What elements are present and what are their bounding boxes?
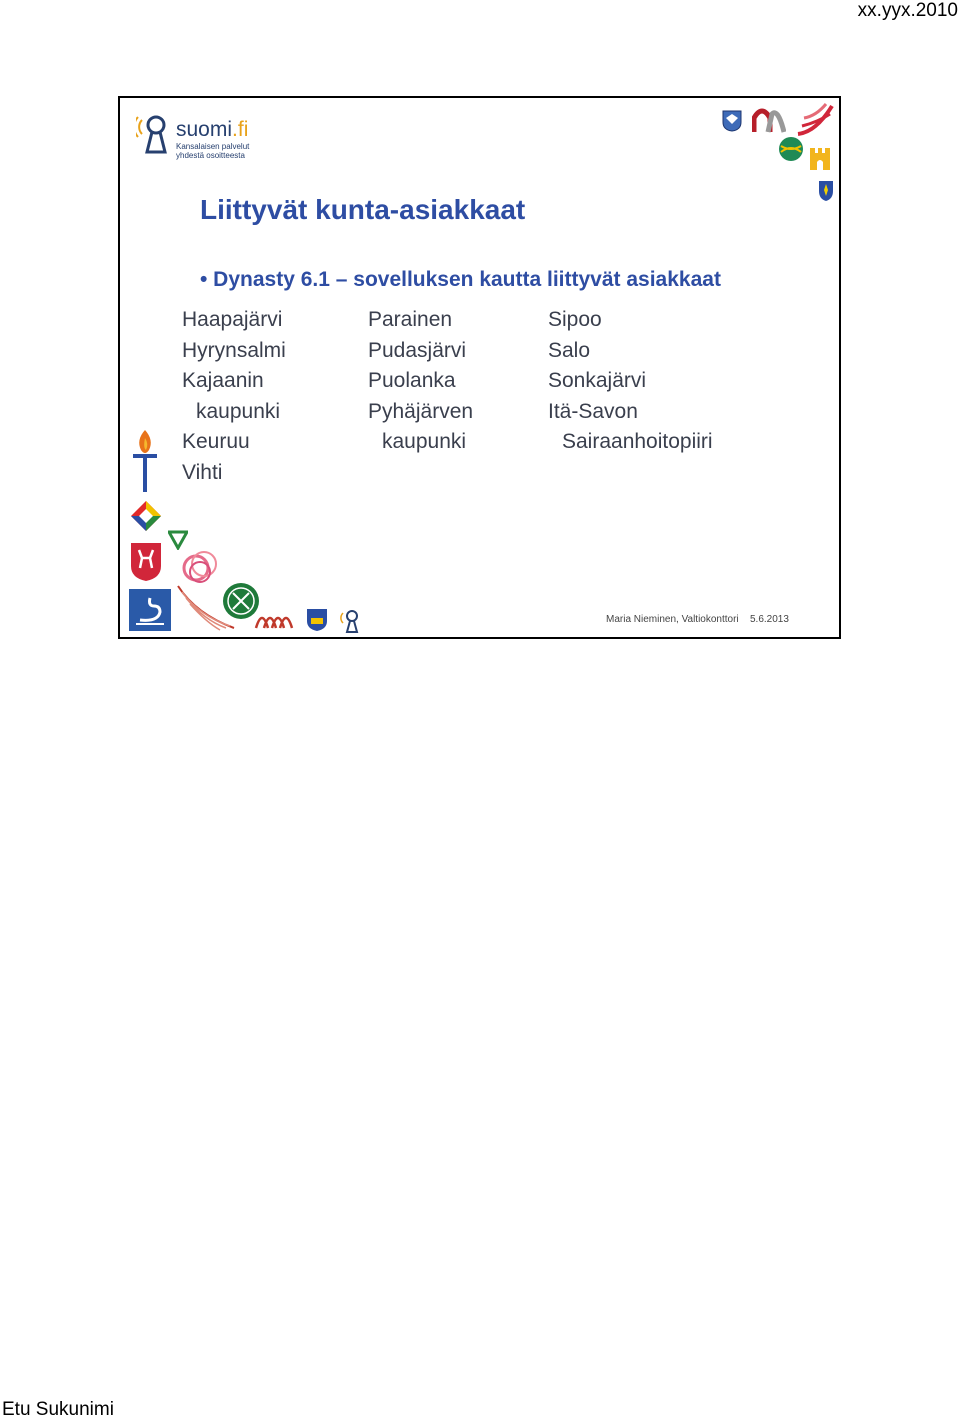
page-date: xx.yyx.2010 — [857, 0, 958, 21]
basket-ball-emblem-icon — [778, 136, 804, 162]
swan-emblem-icon — [128, 588, 172, 632]
logo-wordmark: suomi.fi — [176, 118, 249, 141]
customer-item: Salo — [548, 338, 591, 362]
customer-item: Puolanka — [368, 369, 456, 392]
customer-item: Parainen — [368, 308, 453, 331]
customer-item: Keuruu — [182, 430, 250, 453]
suomi-keyhole-icon — [340, 608, 362, 634]
keyhole-icon — [136, 112, 172, 158]
slide-bullet: • Dynasty 6.1 – sovelluksen kautta liittyvät asiakkaat — [200, 268, 721, 291]
slide-date: 5.6.2013 — [750, 614, 789, 625]
coat-of-arms-icon — [722, 110, 742, 132]
customer-item: Itä-Savon — [548, 399, 638, 423]
reindeer-shield-icon — [130, 542, 162, 582]
customer-item: Kajaanin — [182, 369, 264, 392]
presenter-credit: Maria Nieminen, Valtiokonttori — [606, 614, 739, 625]
customer-item-continuation: Sairaanhoitopiiri — [562, 430, 713, 453]
page-footer: Etu Sukunimi — [2, 1399, 114, 1420]
blue-shield-icon — [306, 608, 328, 632]
customer-item: Pyhäjärven — [368, 399, 474, 423]
customer-item: Haapajärvi — [182, 308, 283, 331]
stripes-emblem-icon — [254, 604, 298, 632]
castle-emblem-icon — [808, 144, 832, 172]
customer-item: Sonkajärvi — [548, 369, 647, 392]
torch-emblem-icon — [130, 428, 160, 494]
slide-title: Liittyvät kunta-asiakkaat — [200, 194, 526, 225]
customer-column-3 — [548, 305, 713, 458]
logo-tagline: Kansalaisen palvelut yhdestä osoitteesta — [176, 142, 250, 160]
customer-item: Pudasjärvi — [368, 338, 467, 362]
customer-column-2 — [368, 305, 473, 458]
red-swoosh-icon — [796, 102, 836, 138]
small-shield-icon — [818, 180, 834, 202]
customer-item: Sipoo — [548, 308, 602, 331]
customer-item: Vihti — [182, 460, 223, 484]
slide — [118, 96, 841, 639]
suomi-fi-logo — [136, 112, 266, 162]
customer-item-continuation: kaupunki — [196, 399, 281, 423]
rings-emblem-icon — [180, 546, 222, 588]
customer-item: Hyrynsalmi — [182, 338, 286, 362]
customer-column-1 — [182, 305, 286, 488]
diamond-emblem-icon — [130, 500, 162, 532]
arch-emblem-icon — [752, 104, 786, 134]
customer-item-continuation: kaupunki — [382, 430, 467, 453]
